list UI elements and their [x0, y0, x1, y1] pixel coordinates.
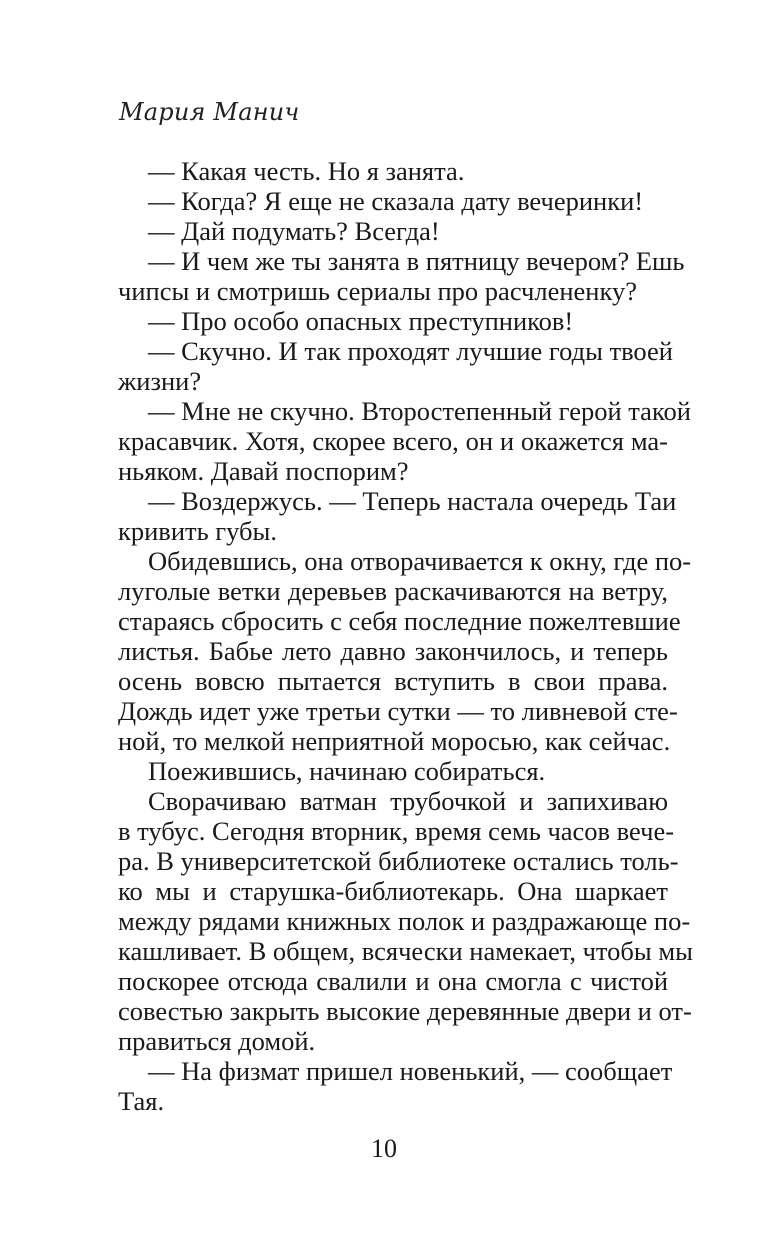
text-line: Обидевшись, она отворачивается к окну, где по-: [148, 546, 692, 576]
text-line: осень вовсю пытается вступить в свои права.: [118, 666, 668, 696]
text-line: совестью закрыть высокие деревянные двери и от-: [118, 996, 692, 1026]
text-line: ной, то мелкой неприятной моросью, как сейчас.: [118, 726, 671, 756]
body-text: [118, 156, 693, 1116]
text-line: луголые ветки деревьев раскачиваются на ветру,: [118, 576, 668, 606]
text-line: — Дай подумать? Всегда!: [148, 216, 440, 246]
text-line: красавчик. Хотя, скорее всего, он и окажется ма-: [118, 426, 668, 456]
text-line: — И чем же ты занята в пятницу вечером? Ешь: [148, 246, 685, 276]
text-line: Сворачиваю ватман трубочкой и запихиваю: [148, 786, 668, 816]
text-line: — Воздержусь. — Теперь настала очередь Таи: [148, 486, 677, 516]
text-line: — Какая честь. Но я занята.: [148, 156, 465, 186]
text-line: правиться домой.: [118, 1026, 316, 1056]
text-line: ра. В университетской библиотеке остались толь-: [118, 846, 679, 876]
text-line: чипсы и смотришь сериалы про расчлененку?: [118, 276, 638, 306]
text-line: кашливает. В общем, всячески намекает, чтобы мы: [118, 936, 693, 966]
text-line: поскорее отсюда свалили и она смогла с чистой: [118, 966, 668, 996]
text-line: — Когда? Я еще не сказала дату вечеринки!: [148, 186, 644, 216]
page-number: 10: [371, 1134, 397, 1163]
text-line: листья. Бабье лето давно закончилось, и теперь: [118, 636, 668, 666]
text-line: кривить губы.: [118, 516, 277, 546]
text-line: — Про особо опасных преступников!: [148, 306, 574, 336]
text-line: Поежившись, начинаю собираться.: [148, 756, 546, 786]
text-line: в тубус. Сегодня вторник, время семь часов вече-: [118, 816, 675, 846]
text-line: — Скучно. И так проходят лучшие годы твоей: [148, 336, 673, 366]
text-line: жизни?: [118, 366, 202, 396]
text-line: ньяком. Давай поспорим?: [118, 456, 409, 486]
text-line: — Мне не скучно. Второстепенный герой такой: [148, 396, 691, 426]
text-line: Тая.: [118, 1086, 165, 1116]
running-head: Мария Манич: [119, 98, 300, 126]
text-line: ко мы и старушка-библиотекарь. Она шаркает: [118, 876, 668, 906]
text-line: стараясь сбросить с себя последние пожелтевшие: [118, 606, 681, 636]
text-line: — На физмат пришел новенький, — сообщает: [148, 1056, 673, 1086]
text-line: между рядами книжных полок и раздражающе по-: [118, 906, 691, 936]
text-line: Дождь идет уже третьи сутки — то ливневой сте-: [118, 696, 678, 726]
